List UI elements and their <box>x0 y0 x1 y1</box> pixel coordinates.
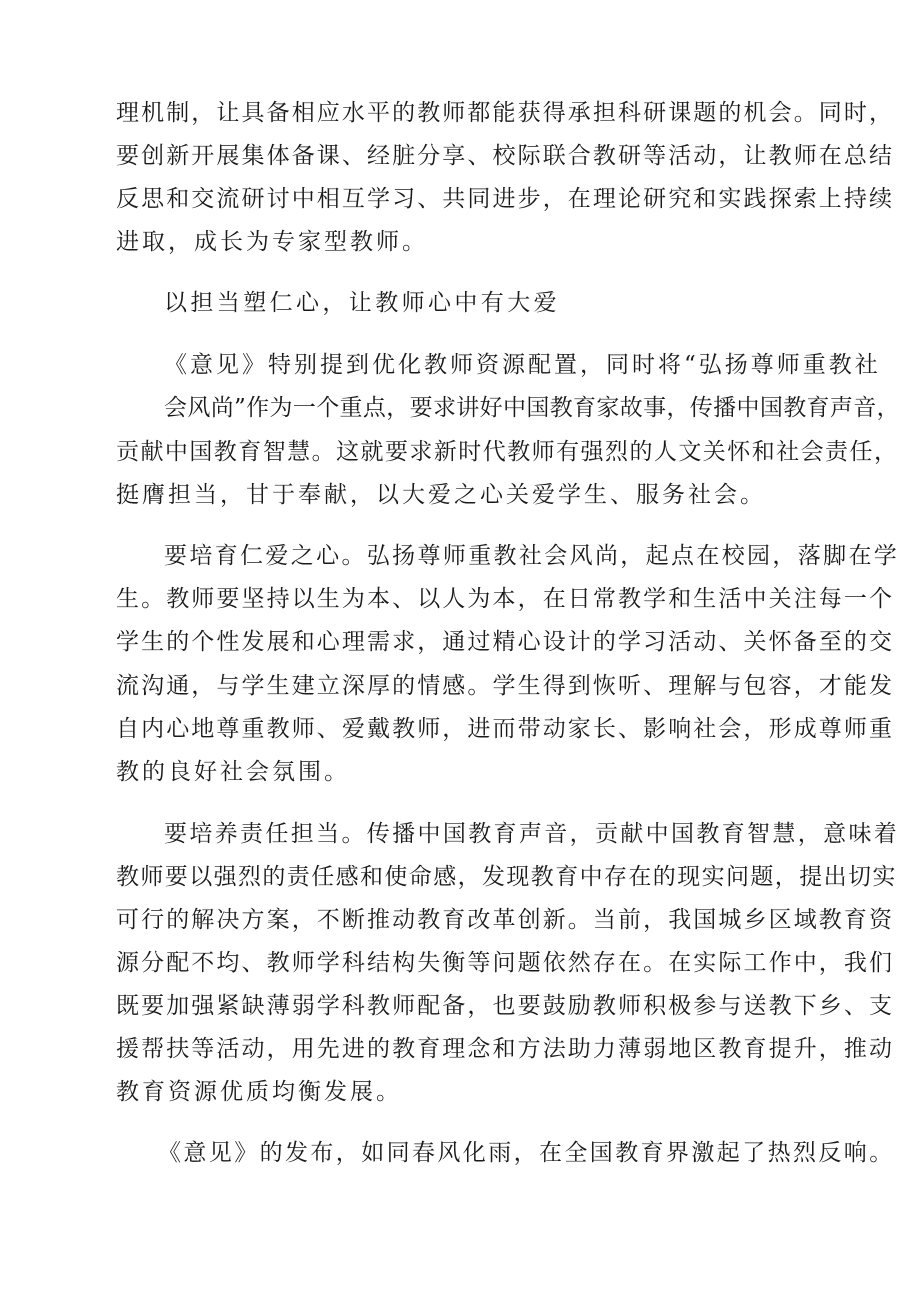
paragraph-line: 生。教师要坚持以生为本、以人为本，在日常教学和生活中关注每一个 <box>116 586 895 612</box>
paragraph-line: 自内心地尊重教师、爱戴教师，进而带动家长、影响社会，形成尊师重 <box>116 716 895 742</box>
paragraph-line: 《意见》的发布，如同春风化雨，在全国教育界激起了热烈反响。 <box>158 1140 895 1166</box>
paragraph-line: 反思和交流研讨中相互学习、共同进步，在理论研究和实践探索上持续 <box>116 186 895 212</box>
paragraph-line: 挺膺担当，甘于奉献，以大爱之心关爱学生、服务社会。 <box>116 482 766 508</box>
paragraph-line: 要创新开展集体备课、经脏分享、校际联合教研等活动，让教师在总结 <box>116 143 895 169</box>
paragraph-line: 学生的个性发展和心理需求，通过精心设计的学习活动、关怀备至的交 <box>116 629 895 655</box>
paragraph-line: 会风尚”作为一个重点，要求讲好中国教育家故事，传播中国教育声音， <box>164 395 900 421</box>
paragraph-line: 教的良好社会氛围。 <box>116 759 350 785</box>
paragraph-line: 进取，成长为专家型教师。 <box>116 229 428 255</box>
paragraph-line: 既要加强紧缺薄弱学科教师配备，也要鼓励教师积极参与送教下乡、支 <box>116 993 895 1019</box>
paragraph-line: 要培养责任担当。传播中国教育声音，贡献中国教育智慧，意味着 <box>164 821 900 847</box>
paragraph-line: 援帮扶等活动，用先进的教育理念和方法助力薄弱地区教育提升，推动 <box>116 1036 895 1062</box>
paragraph-line: 贡献中国教育智慧。这就要求新时代教师有强烈的人文关怀和社会责任， <box>116 439 899 465</box>
paragraph-line: 理机制，让具备相应水平的教师都能获得承担科研课题的机会。同时， <box>116 100 895 126</box>
section-heading: 以担当塑仁心，让教师心中有大爱 <box>164 290 560 316</box>
paragraph-line: 《意见》特别提到优化教师资源配置，同时将“弘扬尊师重教社 <box>164 352 881 378</box>
paragraph-line: 源分配不均、教师学科结构失衡等问题依然存在。在实际工作中，我们 <box>116 950 895 976</box>
paragraph-line: 可行的解决方案，不断推动教育改革创新。当前，我国城乡区域教育资 <box>116 907 895 933</box>
paragraph-line: 流沟通，与学生建立深厚的情感。学生得到恢听、理解与包容，才能发 <box>116 673 895 699</box>
paragraph-line: 教育资源优质均衡发展。 <box>116 1079 402 1105</box>
paragraph-line: 要培育仁爱之心。弘扬尊师重教社会风尚，起点在校园，落脚在学 <box>164 543 900 569</box>
paragraph-line: 教师要以强烈的责任感和使命感，发现教育中存在的现实问题，提出切实 <box>116 864 897 890</box>
